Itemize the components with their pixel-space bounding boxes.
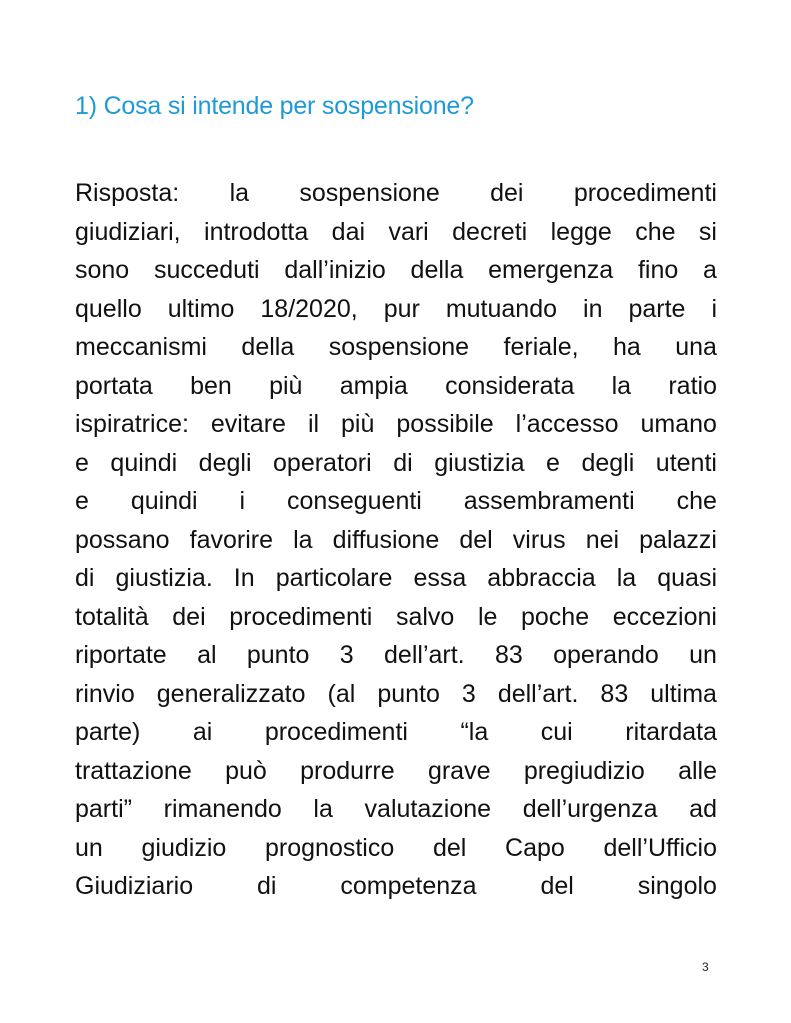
paragraph-line: sono succeduti dall’inizio della emergenza fino a: [75, 256, 717, 284]
paragraph-line: totalità dei procedimenti salvo le poche eccezioni: [75, 602, 717, 631]
paragraph-line: di giustizia. In particolare essa abbraccia la quasi: [75, 564, 717, 592]
section-heading: 1) Cosa si intende per sospensione?: [75, 92, 474, 120]
paragraph-line: e quindi degli operatori di giustizia e degli utenti: [75, 448, 717, 477]
paragraph-line: possano favorire la diffusione del virus nei palazzi: [75, 525, 717, 554]
paragraph-line: trattazione può produrre grave pregiudizio alle: [75, 756, 717, 785]
paragraph-line: Risposta: la sospensione dei procedimenti: [75, 179, 717, 207]
paragraph-line: portata ben più ampia considerata la ratio: [75, 371, 717, 400]
paragraph-line: e quindi i conseguenti assembramenti che: [75, 487, 717, 515]
answer-paragraph: [75, 174, 717, 906]
paragraph-line: un giudizio prognostico del Capo dell’Ufficio: [75, 833, 717, 862]
paragraph-line: Giudiziario di competenza del singolo: [75, 872, 717, 900]
page-number: 3: [702, 960, 709, 974]
paragraph-line: riportate al punto 3 dell’art. 83 operando un: [75, 641, 717, 669]
paragraph-line: meccanismi della sospensione feriale, ha una: [75, 333, 717, 361]
paragraph-line: parte) ai procedimenti “la cui ritardata: [75, 718, 717, 746]
paragraph-line: quello ultimo 18/2020, pur mutuando in parte i: [75, 294, 717, 323]
paragraph-line: ispiratrice: evitare il più possibile l’accesso umano: [75, 410, 717, 438]
paragraph-line: parti” rimanendo la valutazione dell’urgenza ad: [75, 795, 717, 823]
paragraph-line: rinvio generalizzato (al punto 3 dell’art. 83 ultima: [75, 679, 717, 708]
paragraph-line: giudiziari, introdotta dai vari decreti legge che si: [75, 217, 717, 246]
